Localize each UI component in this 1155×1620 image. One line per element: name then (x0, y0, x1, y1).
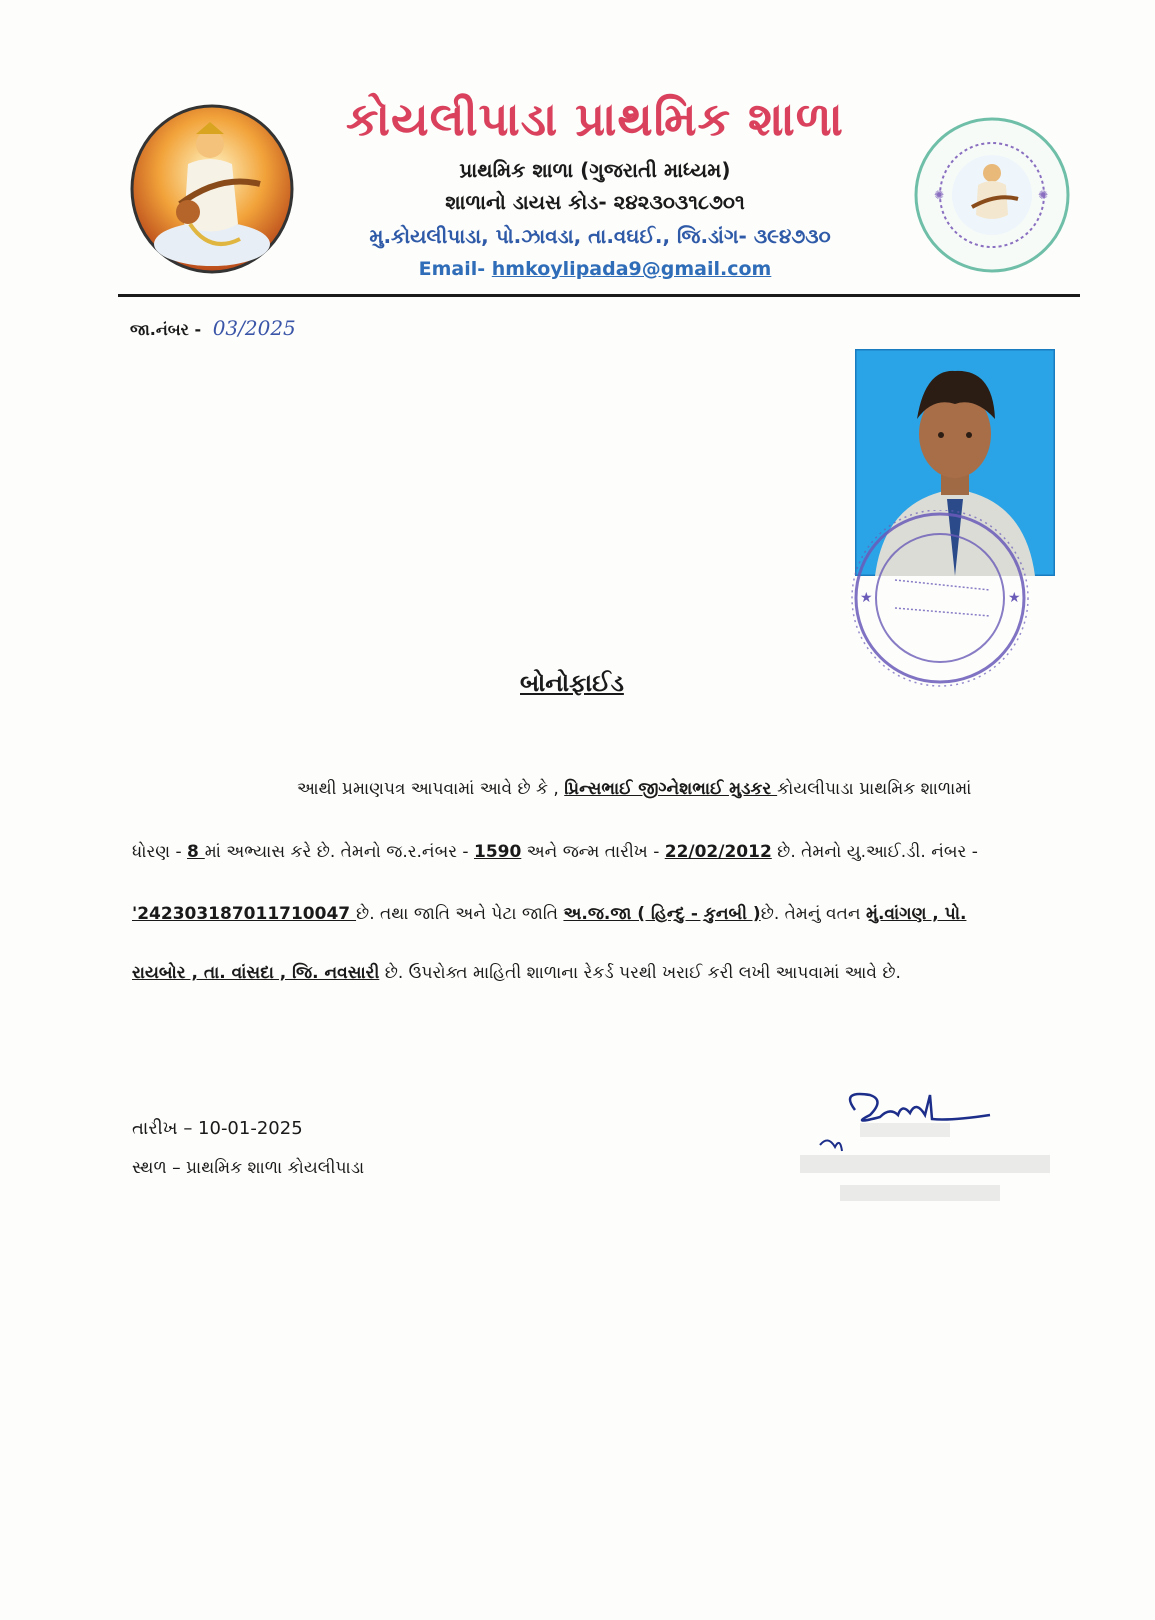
body-text: છે. ઉપરોક્ત માહિતી શાળાના રેકર્ડ પરથી ખરાઈ કરી લખી આપવામાં આવે છે. (379, 963, 901, 983)
email-link[interactable]: hmkoylipada9@gmail.com (491, 258, 772, 280)
round-stamp (840, 510, 1040, 690)
outward-number (130, 316, 296, 340)
body-line-1 (132, 779, 1155, 799)
date-of-birth: 22/02/2012 (664, 842, 772, 862)
dise-code: શાળાનો ડાયસ કોડ- ૨૪૨૩૦૩૧૮૭૦૧ (445, 190, 745, 214)
body-text: છે. તથા જાતિ અને પેટા જાતિ (356, 904, 564, 924)
student-name: પ્રિન્સભાઈ જીગ્નેશભાઈ મુડકર (564, 779, 778, 799)
body-text: અને જન્મ તારીખ - (521, 842, 665, 862)
body-text: આથી પ્રમાણપત્ર આપવામાં આવે છે કે , (297, 779, 565, 799)
svg-text:★: ★ (1008, 590, 1021, 606)
outward-label: જા.નંબર - (130, 320, 207, 339)
email-label: Email- (418, 258, 492, 280)
outward-value: 03/2025 (212, 316, 296, 340)
svg-text:✺: ✺ (934, 188, 945, 202)
gr-number: 1590 (473, 842, 522, 862)
svg-text:✺: ✺ (1038, 188, 1049, 202)
body-text: ધોરણ - (132, 842, 188, 862)
caste-value: અ.જ.જા ( હિન્દુ - કુનબી ) (563, 904, 761, 924)
school-seal-logo (912, 115, 1072, 275)
body-line-2 (132, 842, 1062, 862)
certificate-title: બોનોફાઈડ (520, 669, 624, 697)
school-medium: પ્રાથમિક શાળા (ગુજરાતી માધ્યમ) (459, 158, 731, 182)
uid-number: '242303187011710047 (132, 904, 357, 924)
issue-place: સ્થળ – પ્રાથમિક શાળા કોયલીપાડા (132, 1158, 365, 1178)
body-line-3 (132, 904, 1062, 924)
email-line (320, 258, 870, 280)
body-text: છે. તેમનો યુ.આઈ.ડી. નંબર - (771, 842, 978, 862)
saraswati-logo-left (130, 104, 295, 274)
header-divider (118, 294, 1080, 297)
school-name: કોયલીપાડા પ્રાથમિક શાળા (346, 92, 844, 146)
native-place-part-1: મું.વાંગણ , પો. (865, 904, 967, 924)
standard-value: 8 (187, 842, 205, 862)
school-address: મુ.કોયલીપાડા, પો.ઝાવડા, તા.વઘઈ., જિ.ડાંગ- ૩૯૪૭૩૦ (369, 224, 831, 248)
svg-text:★: ★ (860, 590, 873, 606)
native-place-part-2: રાયબોર , તા. વાંસદા , જિ. નવસારી (132, 963, 380, 983)
headmaster-signature (780, 1085, 1060, 1225)
body-line-4 (132, 963, 1062, 983)
issue-date: તારીખ – 10-01-2025 (132, 1118, 303, 1139)
body-text: માં અભ્યાસ કરે છે. તેમનો જ.ર.નંબર - (204, 842, 474, 862)
body-text: છે. તેમનું વતન (760, 904, 866, 924)
body-text: કોયલીપાડા પ્રાથમિક શાળામાં (777, 779, 972, 799)
